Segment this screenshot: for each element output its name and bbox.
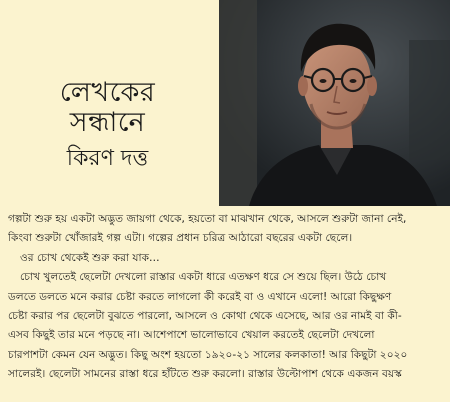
story-line-4: চোখ খুলতেই ছেলেটা দেখলো রাস্তার একটা ধারে এতক্ষণ ধরে সে শুয়ে ছিল। উঠে চোখ [20, 271, 387, 284]
story-line-5: ডলতে ডলতে মনে করার চেষ্টা করতে লাগলো কী করেই বা ও এখানে এলো! আরো কিছুক্ষণ [8, 290, 392, 303]
story-line-6: চেষ্টা করার পর ছেলেটা বুঝতে পারলো, আসলে ও কোথা থেকে এসেছে, আর ওর নামই বা কী- [8, 309, 402, 322]
author-portrait [219, 0, 450, 206]
story-line-8: চারপাশটা কেমন যেন অদ্ভুত। কিছু অংশ হয়তো ১৯২০-২১ সালের কলকাতা! আর কিছুটা ২০২০ [8, 348, 408, 361]
story-line-1: গল্পটা শুরু হয় একটা অদ্ভুত জায়গা থেকে, হয়তো বা মাঝখান থেকে, আসলে শুরুটা জানা নেই, [8, 213, 407, 225]
story-line-9: সালেরই। ছেলেটা সামনের রাস্তা ধরে হাঁটতে শুরু করলো। রাস্তার উল্টোপাশ থেকে একজন বয়স্ক [8, 368, 402, 381]
title-line-2: সন্ধানে [69, 107, 146, 138]
author-name: কিরণ দত্ত [66, 146, 149, 171]
story-line-3: ওর চোখ থেকেই শুরু করা যাক… [20, 251, 160, 264]
title-line-1: লেখকের [59, 77, 156, 108]
story-text [8, 210, 445, 385]
story-line-7: এসব কিছুই তার মনে পড়ছে না। আশেপাশে ভালোভাবে খেয়াল করতেই ছেলেটা দেখলো [8, 329, 375, 342]
story-heading [0, 78, 215, 172]
story-line-2: কিংবা শুরুটা খোঁজারই গল্প এটা। গল্পের প্রধান চরিত্র আঠারো বছরের একটা ছেলে। [8, 232, 353, 245]
